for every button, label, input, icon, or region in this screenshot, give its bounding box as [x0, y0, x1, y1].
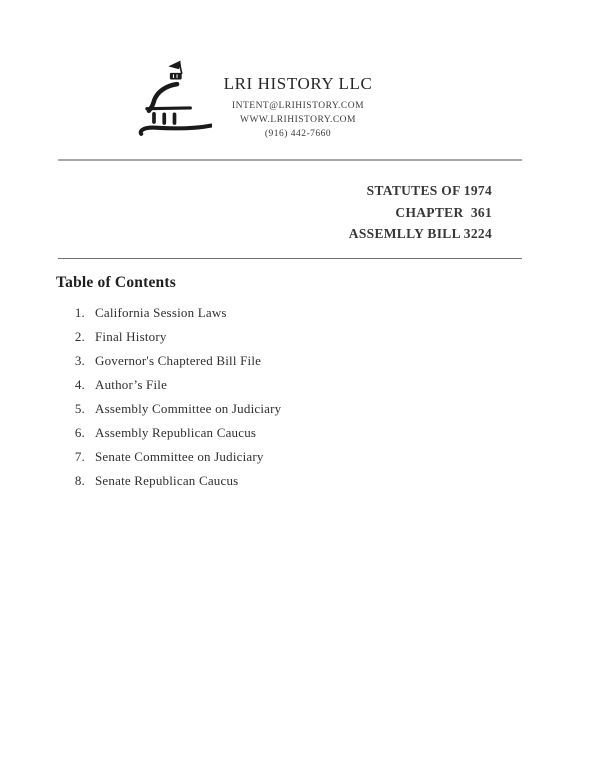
- toc-item-number: 3.: [74, 353, 85, 368]
- toc-item-final-history: [70, 330, 281, 344]
- toc-item-assembly-committee-judiciary: [70, 402, 281, 416]
- toc-item-label: Author’s File: [95, 377, 168, 392]
- toc-item-authors-file: [70, 378, 281, 392]
- toc-title: Table of Contents: [56, 274, 176, 291]
- toc-item-california-session-laws: [70, 306, 281, 320]
- toc-item-label: Governor's Chaptered Bill File: [95, 353, 262, 368]
- chapter-line: CHAPTER 361: [395, 204, 492, 220]
- divider-bottom: [58, 258, 522, 259]
- contact-phone: (916) 442-7660: [264, 129, 332, 139]
- toc-item-senate-committee-judiciary: [70, 450, 281, 464]
- toc-item-label: California Session Laws: [95, 305, 227, 320]
- contact-website: WWW.LRIHISTORY.COM: [240, 115, 356, 125]
- toc-item-number: 7.: [74, 449, 85, 464]
- capitol-dome-logo-icon: [138, 60, 212, 142]
- statutes-year-line: STATUTES OF 1974: [366, 183, 492, 198]
- toc-item-assembly-republican-caucus: [70, 426, 281, 440]
- toc-item-governors-chaptered-bill-file: [70, 354, 281, 368]
- company-header: [205, 74, 391, 141]
- toc-item-label: Senate Republican Caucus: [95, 473, 239, 488]
- toc-item-label: Assembly Republican Caucus: [95, 425, 257, 440]
- toc-item-number: 8.: [74, 473, 85, 488]
- toc-list: [70, 306, 281, 498]
- contact-email: INTENT@LRIHISTORY.COM: [231, 101, 365, 111]
- toc-item-number: 6.: [74, 425, 85, 440]
- toc-item-number: 5.: [74, 401, 85, 416]
- toc-item-label: Senate Committee on Judiciary: [95, 449, 264, 464]
- toc-item-label: Assembly Committee on Judiciary: [95, 401, 282, 416]
- toc-item-label: Final History: [95, 329, 167, 344]
- toc-item-number: 2.: [74, 329, 85, 344]
- toc-item-number: 4.: [74, 377, 85, 392]
- statute-reference-block: [349, 180, 492, 245]
- toc-item-senate-republican-caucus: [70, 474, 281, 488]
- toc-item-number: 1.: [74, 305, 85, 320]
- assembly-bill-line: ASSEMLLY BILL 3224: [348, 226, 492, 241]
- company-name: LRI HISTORY LLC: [223, 74, 373, 93]
- divider-top: [58, 159, 522, 161]
